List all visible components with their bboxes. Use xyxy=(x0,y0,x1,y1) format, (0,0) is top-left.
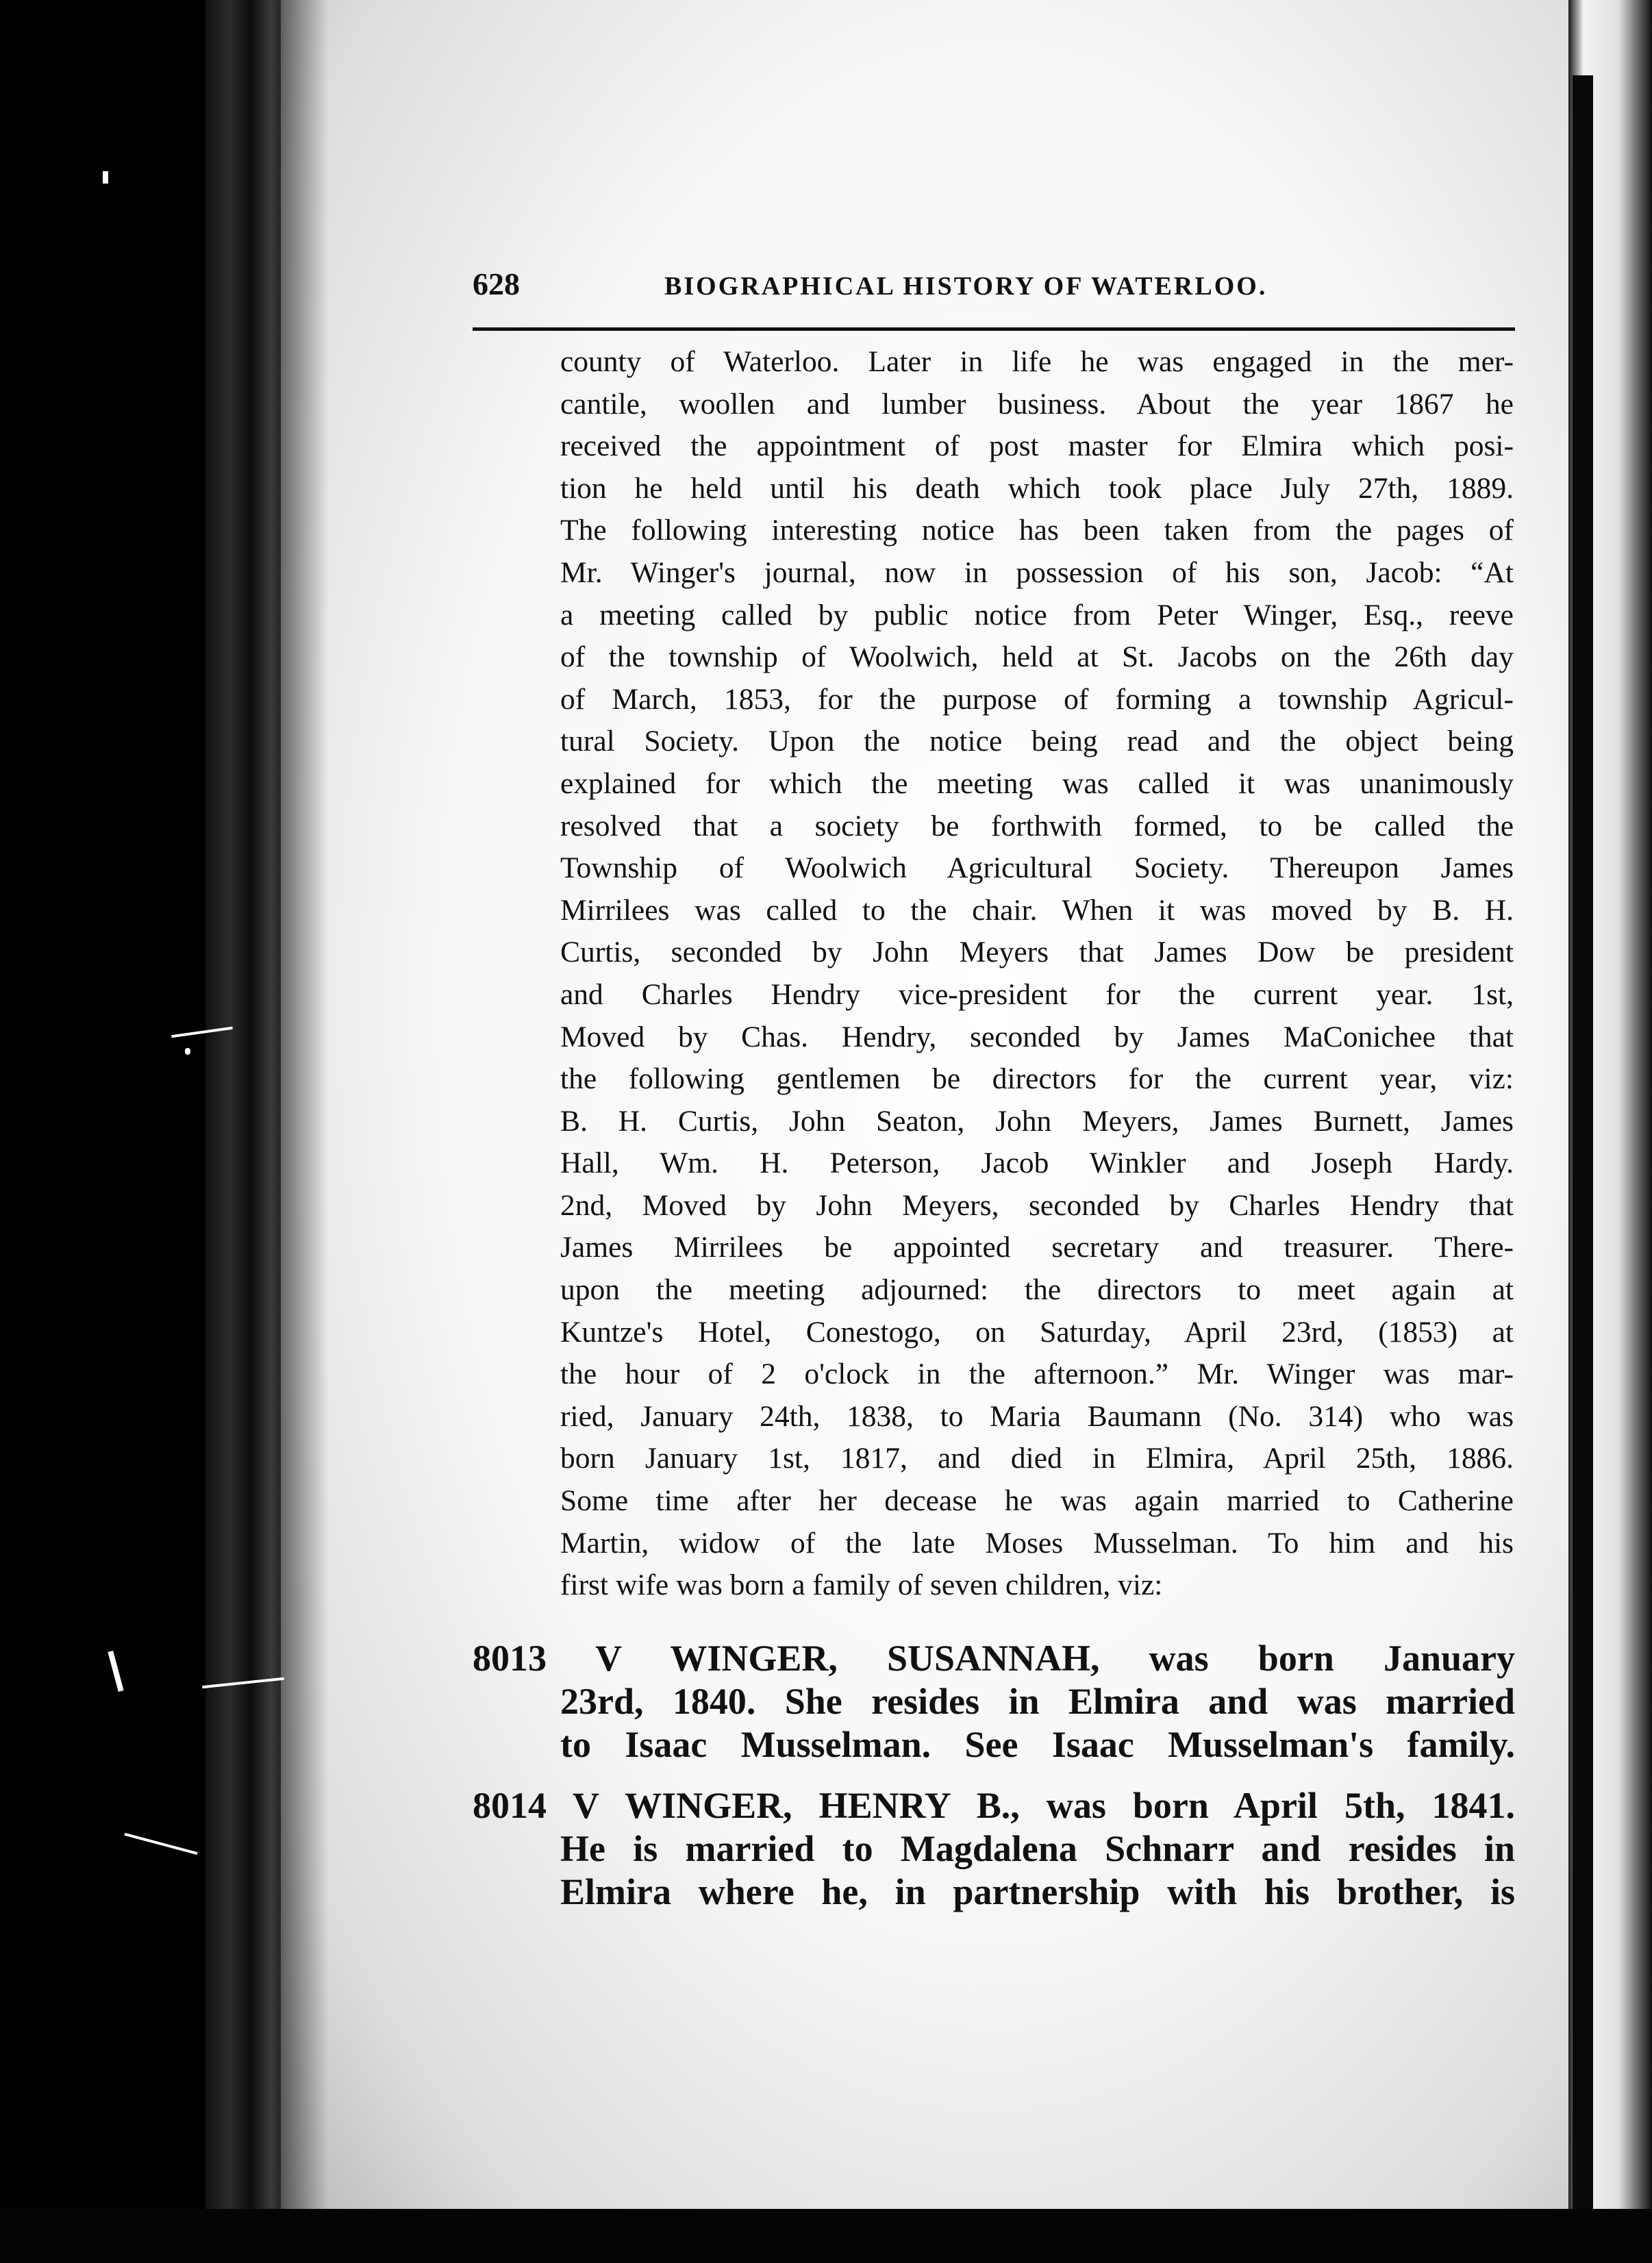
running-title: BIOGRAPHICAL HISTORY OF WATERLOO. xyxy=(664,272,1268,301)
text-line: Kuntze's Hotel, Conestogo, on Saturday, April 23rd, (1853) at xyxy=(560,1315,1514,1349)
text-line: 2nd, Moved by John Meyers, seconded by Charles Hendry that xyxy=(560,1188,1514,1222)
entry-line: to Isaac Musselman. See Isaac Musselman's family. xyxy=(560,1724,1515,1765)
text-line: resolved that a society be forthwith formed, to be called the xyxy=(560,809,1514,842)
text-line: the following gentlemen be directors for the current year, viz: xyxy=(560,1062,1514,1096)
text-line: Mirrilees was called to the chair. When it was moved by B. H. xyxy=(560,893,1514,927)
page-header xyxy=(473,266,1514,307)
text-line: explained for which the meeting was called it was unanimously xyxy=(560,766,1514,800)
scan-mark xyxy=(124,1833,197,1855)
scan-mark xyxy=(108,1651,123,1692)
text-line: Township of Woolwich Agricultural Society. Thereupon James xyxy=(560,851,1514,885)
text-line: born January 1st, 1817, and died in Elmira, April 25th, 1886. xyxy=(560,1442,1514,1475)
text-line: Mr. Winger's journal, now in possession of his son, Jacob: “At xyxy=(560,555,1514,589)
page-number: 628 xyxy=(473,266,520,301)
text-line: Moved by Chas. Hendry, seconded by James MaConichee that xyxy=(560,1020,1514,1053)
page-gutter-shadow xyxy=(281,0,329,2209)
entry-line: Elmira where he, in partnership with his brother, is xyxy=(560,1871,1515,1912)
scan-mark xyxy=(103,171,108,184)
text-line: upon the meeting adjourned: the directors to meet again at xyxy=(560,1273,1514,1307)
entry-line: 8013 V WINGER, SUSANNAH, was born January xyxy=(473,1638,1515,1679)
book-spine xyxy=(205,0,288,2263)
text-line: first wife was born a family of seven children, viz: xyxy=(560,1568,1163,1602)
text-line: B. H. Curtis, John Seaton, John Meyers, James Burnett, James xyxy=(560,1104,1514,1138)
genealogy-entry-8013 xyxy=(473,1637,1515,1766)
page-edge-bar xyxy=(1573,75,1593,2212)
text-line: Martin, widow of the late Moses Musselman. To him and his xyxy=(560,1526,1514,1560)
text-line: Some time after her decease he was again married to Catherine xyxy=(560,1484,1514,1518)
text-line: a meeting called by public notice from Peter Winger, Esq., reeve xyxy=(560,598,1514,632)
body-paragraph xyxy=(560,341,1514,1607)
text-line: The following interesting notice has been taken from the pages of xyxy=(560,514,1514,547)
entry-line: 8014 V WINGER, HENRY B., was born April 5th, 1841. xyxy=(473,1785,1515,1826)
text-line: the hour of 2 o'clock in the afternoon.” Mr. Winger was mar- xyxy=(560,1358,1514,1391)
text-line: of the township of Woolwich, held at St. Jacobs on the 26th day xyxy=(560,640,1514,674)
text-line: Curtis, seconded by John Meyers that James Dow be president xyxy=(560,936,1514,969)
scan-mark xyxy=(185,1048,190,1055)
text-line: and Charles Hendry vice-president for the current year. 1st, xyxy=(560,977,1514,1011)
text-line: received the appointment of post master for Elmira which posi- xyxy=(560,429,1514,463)
entry-line: He is married to Magdalena Schnarr and resides in xyxy=(560,1828,1515,1869)
text-line: cantile, woollen and lumber business. About the year 1867 he xyxy=(560,387,1514,421)
header-rule xyxy=(473,327,1515,331)
text-line: James Mirrilees be appointed secretary and treasurer. There- xyxy=(560,1231,1514,1264)
text-line: tural Society. Upon the notice being read and the object being xyxy=(560,725,1514,758)
scan-bottom-band xyxy=(0,2209,1652,2263)
text-line: county of Waterloo. Later in life he was engaged in the mer- xyxy=(560,345,1514,378)
text-line: Hall, Wm. H. Peterson, Jacob Winkler and Joseph Hardy. xyxy=(560,1147,1514,1180)
text-line: ried, January 24th, 1838, to Maria Baumann (No. 314) who was xyxy=(560,1399,1514,1433)
genealogy-entry-8014 xyxy=(473,1784,1515,1914)
entry-line: 23rd, 1840. She resides in Elmira and was married xyxy=(560,1681,1515,1722)
text-line: tion he held until his death which took place July 27th, 1889. xyxy=(560,471,1514,505)
text-line: of March, 1853, for the purpose of forming a township Agricul- xyxy=(560,682,1514,716)
